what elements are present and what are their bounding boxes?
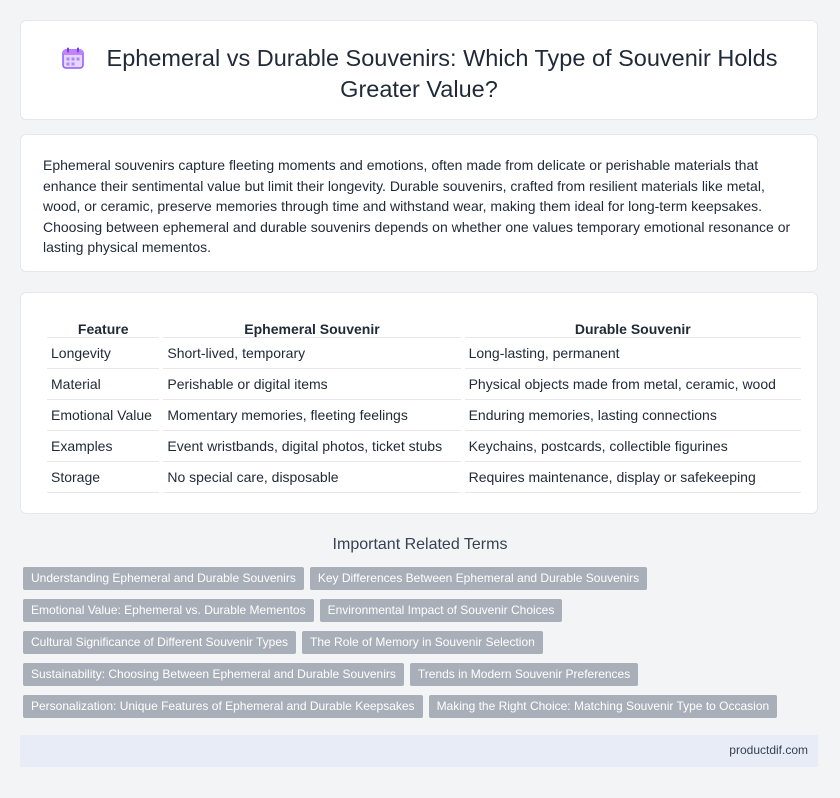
comparison-table	[43, 315, 805, 493]
related-term-link[interactable]: Sustainability: Choosing Between Ephemeral and Durable Souvenirs	[23, 663, 404, 686]
table-header-row	[47, 315, 801, 338]
table-cell-feature: Longevity	[47, 338, 159, 369]
tag-row	[23, 631, 823, 663]
calendar-icon	[61, 46, 85, 70]
related-term-link[interactable]: Key Differences Between Ephemeral and Durable Souvenirs	[310, 567, 647, 590]
related-terms-heading: Important Related Terms	[332, 536, 508, 553]
table-cell-ephemeral: Momentary memories, fleeting feelings	[163, 400, 460, 431]
table-row	[47, 400, 801, 431]
related-term-link[interactable]: Cultural Significance of Different Souvenir Types	[23, 631, 296, 654]
header-ephemeral: Ephemeral Souvenir	[163, 315, 460, 338]
table-cell-durable: Enduring memories, lasting connections	[465, 400, 801, 431]
table-cell-ephemeral: Event wristbands, digital photos, ticket stubs	[163, 431, 460, 462]
table-row	[47, 369, 801, 400]
footer-site-link[interactable]: productdif.com	[729, 743, 808, 757]
table-cell-feature: Emotional Value	[47, 400, 159, 431]
comparison-table-card	[20, 292, 818, 514]
related-term-link[interactable]: Trends in Modern Souvenir Preferences	[410, 663, 638, 686]
table-cell-durable: Keychains, postcards, collectible figurines	[465, 431, 801, 462]
table-cell-durable: Long-lasting, permanent	[465, 338, 801, 369]
page-title: Ephemeral vs Durable Souvenirs: Which Type of Souvenir Holds Greater Value?	[106, 45, 778, 102]
table-cell-feature: Material	[47, 369, 159, 400]
title-card	[20, 20, 818, 120]
related-term-link[interactable]: Making the Right Choice: Matching Souvenir Type to Occasion	[429, 695, 778, 718]
table-row	[47, 462, 801, 493]
table-cell-ephemeral: No special care, disposable	[163, 462, 460, 493]
related-term-link[interactable]: Understanding Ephemeral and Durable Souvenirs	[23, 567, 304, 590]
page-title-row	[21, 43, 817, 105]
header-feature: Feature	[47, 315, 159, 338]
footer	[20, 735, 818, 767]
intro-paragraph: Ephemeral souvenirs capture fleeting moments and emotions, often made from delicate or perishable materials that enhance their sentimental value but limit their longevity. Durable souvenirs, crafted from resilient materials like metal, wood, or ceramic, preserve memories through time and withstand wear, making them ideal for long-term keepsakes. Choosing between ephemeral and durable souvenirs depends on whether one values temporary emotional resonance or lasting physical mementos.	[43, 157, 791, 255]
related-terms-list	[23, 567, 823, 727]
table-row	[47, 338, 801, 369]
table-row	[47, 431, 801, 462]
related-term-link[interactable]: Emotional Value: Ephemeral vs. Durable Mementos	[23, 599, 314, 622]
tag-row	[23, 567, 823, 599]
table-cell-ephemeral: Perishable or digital items	[163, 369, 460, 400]
table-cell-ephemeral: Short-lived, temporary	[163, 338, 460, 369]
tag-row	[23, 663, 823, 695]
related-term-link[interactable]: Environmental Impact of Souvenir Choices	[320, 599, 563, 622]
related-term-link[interactable]: The Role of Memory in Souvenir Selection	[302, 631, 543, 654]
table-cell-durable: Requires maintenance, display or safekeeping	[465, 462, 801, 493]
tag-row	[23, 695, 823, 727]
related-term-link[interactable]: Personalization: Unique Features of Ephemeral and Durable Keepsakes	[23, 695, 423, 718]
intro-card	[20, 134, 818, 272]
tag-row	[23, 599, 823, 631]
table-cell-feature: Examples	[47, 431, 159, 462]
table-cell-durable: Physical objects made from metal, ceramic, wood	[465, 369, 801, 400]
header-durable: Durable Souvenir	[465, 315, 801, 338]
table-cell-feature: Storage	[47, 462, 159, 493]
